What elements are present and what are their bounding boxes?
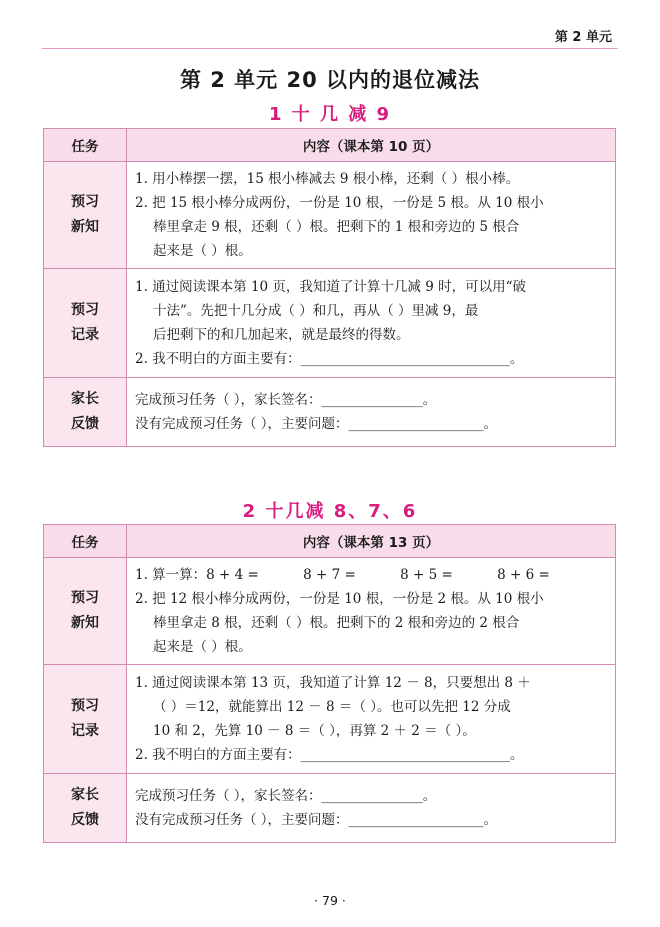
table-header-row <box>44 525 616 558</box>
text-line: （ ）＝12，就能算出 12 － 8 ＝（ ）。也可以先把 12 分成 <box>153 699 511 715</box>
row-content <box>127 162 616 269</box>
text-line: 后把剩下的和几加起来，就是最终的得数。 <box>153 327 410 343</box>
text-line: 棒里拿走 8 根，还剩（ ）根。把剩下的 2 根和旁边的 2 根合 <box>153 615 520 631</box>
table-header-row <box>44 129 616 162</box>
row-content <box>127 665 616 774</box>
text-line: 十法”。先把十几分成（ ）和几，再从（ ）里减 9，最 <box>153 303 479 319</box>
text-line: 1. 通过阅读课本第 10 页，我知道了计算十几减 9 时，可以用“破 <box>135 279 527 295</box>
text-line: 2. 把 15 根小棒分成两份，一份是 10 根，一份是 5 根。从 10 根小 <box>135 195 544 211</box>
text-line: 完成预习任务（ ），家长签名：_______________。 <box>135 788 437 804</box>
row-label: 家长 反馈 <box>44 378 127 447</box>
section-2-table <box>43 524 616 843</box>
table-row <box>44 269 616 378</box>
text-line: 1. 用小棒摆一摆，15 根小棒减去 9 根小棒，还剩（ ）根小棒。 <box>135 171 520 187</box>
calc-prefix: 1. 算一算： <box>135 567 207 583</box>
table-row <box>44 665 616 774</box>
table-row <box>44 558 616 665</box>
text-line: 完成预习任务（ ），家长签名：_______________。 <box>135 392 437 408</box>
header-task: 任务 <box>44 525 127 558</box>
table-row <box>44 774 616 843</box>
calc-item: 8 + 5 = <box>400 567 453 583</box>
header-divider <box>42 48 618 49</box>
text-line <box>135 563 605 587</box>
text-line: 2. 我不明白的方面主要有：_______________________________。 <box>135 351 524 367</box>
unit-tag: 第 2 单元 <box>554 30 612 45</box>
text-line: 没有完成预习任务（ ），主要问题：____________________。 <box>135 416 498 432</box>
text-line: 10 和 2，先算 10 － 8 ＝（ ），再算 2 ＋ 2 ＝（ ）。 <box>153 723 476 739</box>
row-content <box>127 269 616 378</box>
text-line: 2. 把 12 根小棒分成两份，一份是 10 根，一份是 2 根。从 10 根小 <box>135 591 544 607</box>
text-line: 2. 我不明白的方面主要有：_______________________________。 <box>135 747 524 763</box>
row-label: 预习 新知 <box>44 162 127 269</box>
header-content: 内容（课本第 13 页） <box>127 525 616 558</box>
header-task: 任务 <box>44 129 127 162</box>
text-line: 棒里拿走 9 根，还剩（ ）根。把剩下的 1 根和旁边的 5 根合 <box>153 219 520 235</box>
table-row <box>44 378 616 447</box>
text-line: 1. 通过阅读课本第 13 页，我知道了计算 12 － 8，只要想出 8 ＋ <box>135 675 531 691</box>
section-1-table <box>43 128 616 447</box>
row-content <box>127 378 616 447</box>
page-number: · 79 · <box>314 893 346 908</box>
section-1-title: 1 十 几 减 9 <box>268 104 392 125</box>
table-row <box>44 162 616 269</box>
text-line: 没有完成预习任务（ ），主要问题：____________________。 <box>135 812 498 828</box>
calc-item: 8 + 4 = <box>206 567 259 583</box>
text-line: 起来是（ ）根。 <box>153 243 252 259</box>
row-label: 预习 记录 <box>44 665 127 774</box>
section-2-title: 2 十几减 8、7、6 <box>242 501 418 522</box>
row-content <box>127 558 616 665</box>
header-content: 内容（课本第 10 页） <box>127 129 616 162</box>
calc-item: 8 + 7 = <box>303 567 356 583</box>
row-label: 家长 反馈 <box>44 774 127 843</box>
row-content <box>127 774 616 843</box>
row-label: 预习 新知 <box>44 558 127 665</box>
page-title: 第 2 单元 20 以内的退位减法 <box>179 68 481 92</box>
row-label: 预习 记录 <box>44 269 127 378</box>
calc-item: 8 + 6 = <box>497 567 550 583</box>
text-line: 起来是（ ）根。 <box>153 639 252 655</box>
